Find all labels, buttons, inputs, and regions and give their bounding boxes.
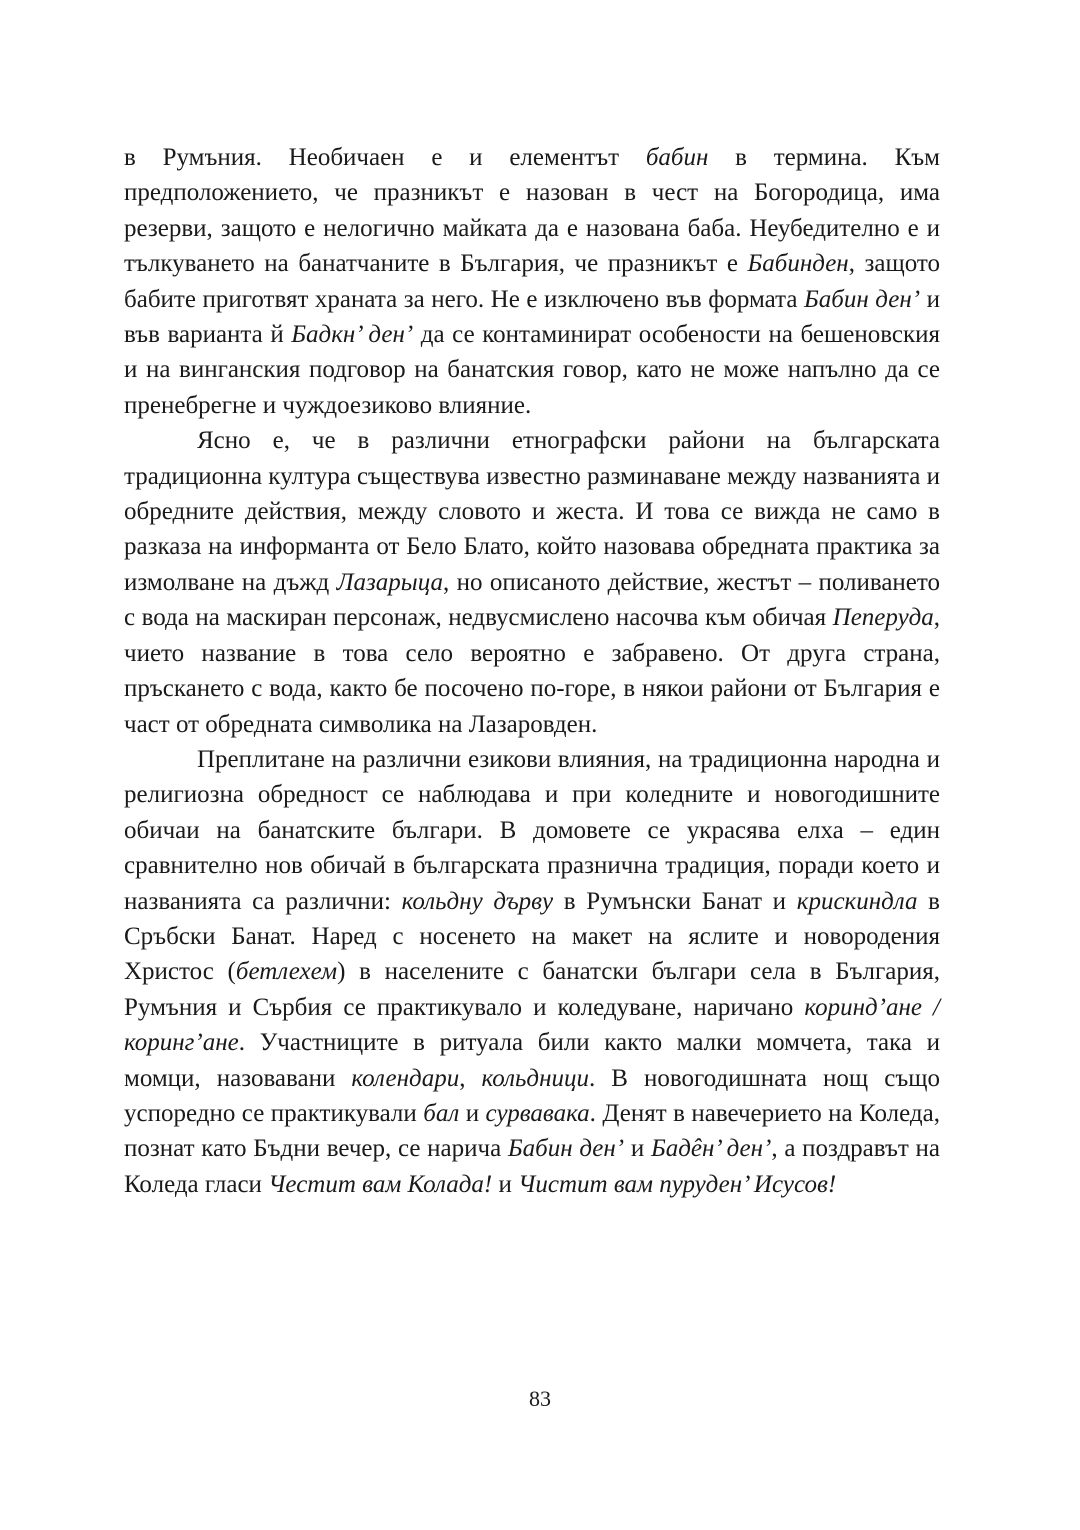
body-text [124,140,940,1202]
italic-term: кольдници [481,1064,589,1092]
text-run: и [492,1170,519,1198]
text-run: да се контаминират особености на бешеновския и на винганския подговор на банатския говор, като не може напълно да се пренебрегне и чуждоезиково влияние. [124,321,940,419]
italic-term: коринд’ане / коринг’ане [124,993,940,1057]
italic-term: Честит вам Колада! [268,1170,493,1198]
italic-term: сурвавака [485,1099,590,1127]
text-run: . Участниците в ритуала били както малки момчета, така и момци, назовавани [124,1029,940,1092]
text-run: , а поздравът на Коледа гласи [124,1135,940,1198]
italic-term: Пеперуда [832,604,934,632]
text-run: , чието название в това село вероятно е забравено. От друга страна, пръскането с вода, както бе посочено по-горе, в някои райони от България е част от обредната символика на Лазаровден. [124,604,940,738]
text-run: в Сръбски Банат. Наред с носенето на макет на яслите и новородения Христос ( [124,887,940,986]
text-run: , но описаното действие, жестът – поливането с вода на маскиран персонаж, недвусмислено насочва към обичая [124,568,940,632]
text-run: ) в населените с банатски българи села в България, Румъния и Сърбия се практикувало и коледуване, наричано [124,958,941,1021]
italic-term: Бадêн’ ден’ [650,1135,772,1163]
italic-term: Бабин ден’ [507,1135,625,1163]
italic-term: Бадкн’ ден’ [291,321,414,349]
text-run: Преплитане на различни езикови влияния, на традиционна народна и религиозна обредност се наблюдава и при коледните и новогодишните обичаи на банатските българи. В домовете се украсява елха – един сравнително нов обичай в българската празнична традиция, поради което и названията са различни: [124,745,940,915]
italic-term: Лазарыца [336,568,444,596]
text-run: и [624,1135,651,1163]
text-run: , защото бабите приготвят храната за него. Не е изключено във формата [124,250,940,313]
italic-term: Бабин ден’ [804,285,921,313]
italic-term: Бабинден [747,250,849,278]
paragraph-3 [124,742,940,1202]
text-run: и [459,1099,486,1127]
page-number: 83 [529,1386,551,1411]
paragraph-2 [124,423,940,742]
text-run: , [459,1064,482,1092]
text-run: Ясно е, че в различни етнографски райони на българската традиционна култура съществува известно разминаване между названията и обредните действия, между словото и жеста. И това се вижда не само в разказа на информанта от Бело Блато, който назовава обредната практика за измолване на дъжд [124,427,940,596]
italic-term: кольдну дърву [401,887,554,915]
text-run: . В новогодишната нощ също успоредно се практикували [124,1064,940,1127]
text-run: в Румъния. Необичаен е и елементът [124,144,646,171]
text-run: в Румънски Банат и [553,887,797,915]
italic-term: Чистит вам пуруден’ Исусов! [518,1170,837,1198]
text-run: и във варианта й [124,285,940,349]
italic-term: бабин [645,144,709,171]
paragraph-1 [124,140,940,423]
text-run: в термина. Към предположението, че празникът е назован в чест на Богородица, има резерви, защото е нелогично майката да е назована баба. Неубедително е и тълкуването на банатчаните в България, че празникът е [124,144,940,278]
italic-term: бал [423,1099,460,1127]
italic-term: бетлехем [235,958,338,986]
text-run: . Денят в навечерието на Коледа, познат като Бъдни вечер, се нарича [124,1099,940,1163]
italic-term: колендари [351,1064,460,1092]
italic-term: крискиндла [796,887,918,915]
